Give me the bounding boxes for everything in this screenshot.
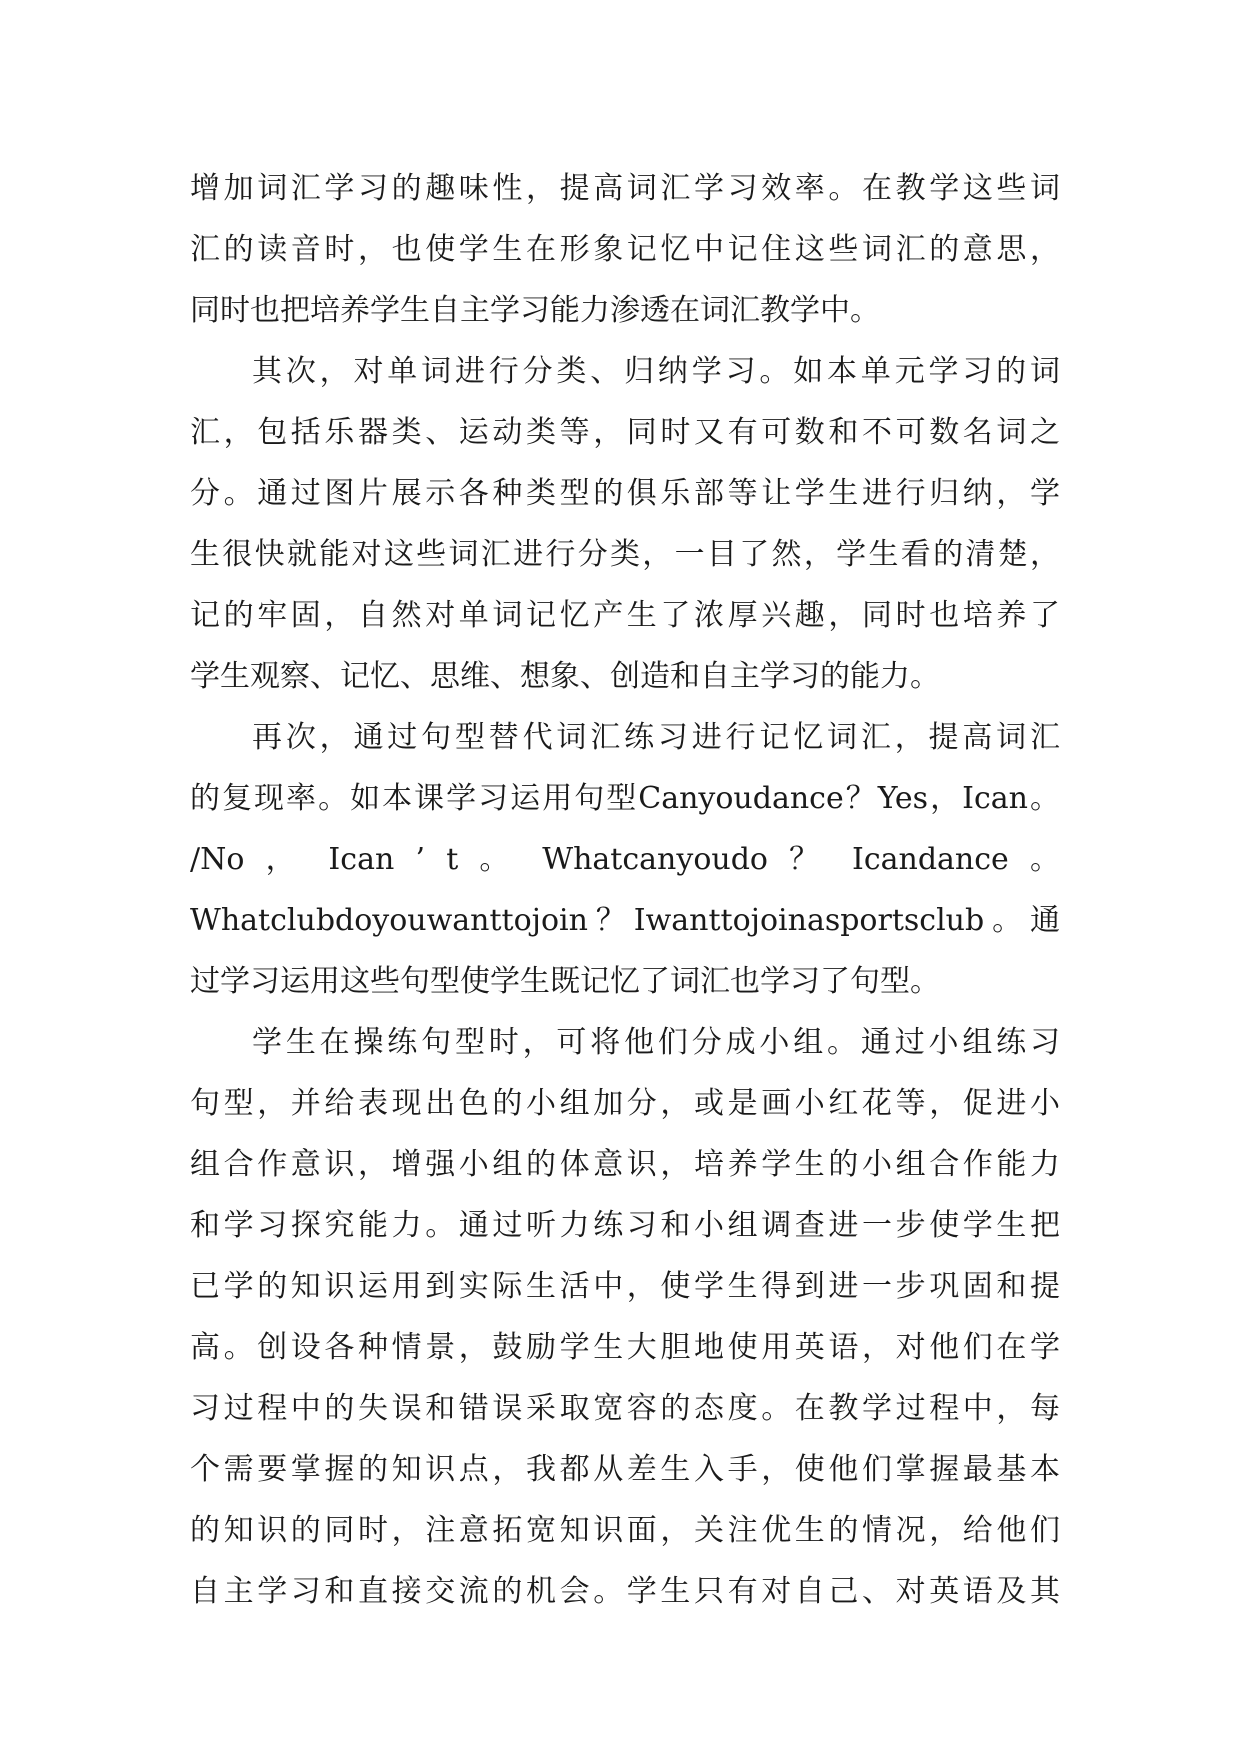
text-line: /No ， Ican ’ t 。 Whatcanyoudo ？ Icandance 。 (190, 842, 1060, 877)
text-line: 汇，包括乐器类、运动类等，同时又有可数和不可数名词之 (190, 415, 1060, 450)
text-line: Whatclubdoyouwanttojoin？Iwanttojoinasportsclub。通 (190, 903, 1060, 938)
text-line: 增加词汇学习的趣味性，提高词汇学习效率。在教学这些词 (190, 171, 1060, 206)
text-line: 学生在操练句型时，可将他们分成小组。通过小组练习 (252, 1025, 1060, 1060)
text-line: 习过程中的失误和错误采取宽容的态度。在教学过程中，每 (190, 1391, 1060, 1426)
text-line: 再次，通过句型替代词汇练习进行记忆词汇，提高词汇 (252, 720, 1060, 755)
text-line: 高。创设各种情景，鼓励学生大胆地使用英语，对他们在学 (190, 1330, 1060, 1365)
text-line: 已学的知识运用到实际生活中，使学生得到进一步巩固和提 (190, 1269, 1060, 1304)
text-line: 的知识的同时，注意拓宽知识面，关注优生的情况，给他们 (190, 1513, 1060, 1548)
text-line: 分。通过图片展示各种类型的俱乐部等让学生进行归纳，学 (190, 476, 1060, 511)
text-line: 汇的读音时，也使学生在形象记忆中记住这些词汇的意思， (190, 232, 1060, 267)
text-line: 个需要掌握的知识点，我都从差生入手，使他们掌握最基本 (190, 1452, 1060, 1487)
text-line: 和学习探究能力。通过听力练习和小组调查进一步使学生把 (190, 1208, 1060, 1243)
text-line: 记的牢固，自然对单词记忆产生了浓厚兴趣，同时也培养了 (190, 598, 1060, 633)
text-line: 学生观察、记忆、思维、想象、创造和自主学习的能力。 (190, 659, 940, 694)
text-line: 组合作意识，增强小组的体意识，培养学生的小组合作能力 (190, 1147, 1060, 1182)
text-line: 句型，并给表现出色的小组加分，或是画小红花等，促进小 (190, 1086, 1060, 1121)
document-body (190, 158, 1060, 1622)
text-line: 生很快就能对这些词汇进行分类，一目了然，学生看的清楚， (190, 537, 1060, 572)
text-line: 的复现率。如本课学习运用句型Canyoudance？Yes，Ican。 (190, 781, 1060, 816)
text-line: 过学习运用这些句型使学生既记忆了词汇也学习了句型。 (190, 964, 940, 999)
text-line: 同时也把培养学生自主学习能力渗透在词汇教学中。 (190, 293, 880, 328)
text-line: 其次，对单词进行分类、归纳学习。如本单元学习的词 (252, 354, 1060, 389)
text-line: 自主学习和直接交流的机会。学生只有对自己、对英语及其 (190, 1574, 1060, 1609)
